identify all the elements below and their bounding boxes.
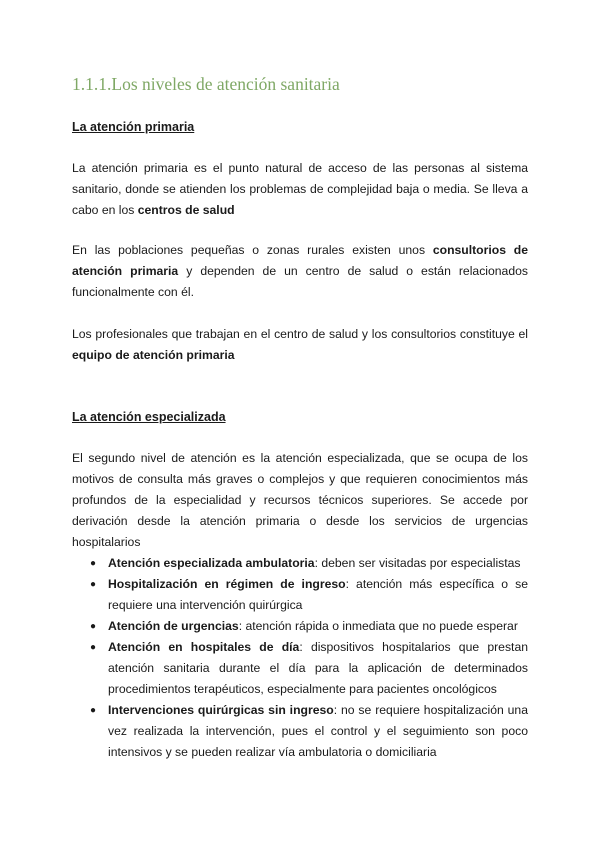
heading-atencion-primaria: La atención primaria [72,120,195,134]
paragraph-text: La atención primaria es el punto natural de acceso de las personas al sistema sanitario, donde se atienden los problemas de complejidad baja o media. Se lleva a cabo en los [72,161,528,217]
paragraph-text: y dependen de un centro de salud o están relacionados funcionalmente con él. [72,264,528,299]
paragraph-especializada-1: El segundo nivel de atención es la atención especializada, que se ocupa de los motivos de consulta más graves o complejos y que requieren conocimientos más profundos de la especialidad y recursos técnicos superiores. Se accede por derivación desde la atención primaria o desde los servicios de urgencias hospitalarios [72,451,528,549]
paragraph-primaria-3 [72,324,528,366]
bold-text: Atención especializada ambulatoria [108,556,315,570]
list-item-text: : atención rápida o inmediata que no puede esperar [238,619,518,633]
bullet-icon: ● [90,642,97,653]
list-item [72,700,528,763]
bold-text: centros de salud [137,203,235,217]
bullet-icon: ● [90,705,97,716]
list-item [72,616,528,637]
bold-text: Atención en hospitales de día [108,640,300,654]
bold-text: equipo de atención primaria [72,348,235,362]
list-item [72,574,528,616]
section-title: 1.1.1.Los niveles de atención sanitaria [72,74,340,94]
paragraph-text: Los profesionales que trabajan en el centro de salud y los consultorios constituye el [72,327,528,341]
paragraph-primaria-2 [72,240,528,303]
list-item-text: : deben ser visitadas por especialistas [314,556,521,570]
bullet-icon: ● [90,558,97,569]
bullet-icon: ● [90,579,97,590]
list-item-text: : atención más específica o se requiere una intervención quirúrgica [108,577,528,612]
list-item-text: : dispositivos hospitalarios que prestan atención sanitaria durante el día para la aplicación de determinados procedimientos terapéuticos, especialmente para pacientes oncológicos [108,640,528,696]
bold-text: Intervenciones quirúrgicas sin ingreso [108,703,334,717]
paragraph-primaria-1 [72,158,528,221]
bold-text: Hospitalización en régimen de ingreso [108,577,346,591]
heading-atencion-especializada: La atención especializada [72,410,226,424]
list-item-text: : no se requiere hospitalización una vez realizada la intervención, pues el control y el seguimiento son poco intensivos y se pueden realizar vía ambulatoria o domiciliaria [108,703,528,759]
bold-text: consultorios de atención primaria [72,243,528,278]
paragraph-text: En las poblaciones pequeñas o zonas rurales existen unos [72,243,433,257]
bold-text: Atención de urgencias [108,619,239,633]
bullet-list [72,553,528,763]
list-item [72,637,528,700]
bullet-icon: ● [90,621,97,632]
list-item [72,553,528,574]
